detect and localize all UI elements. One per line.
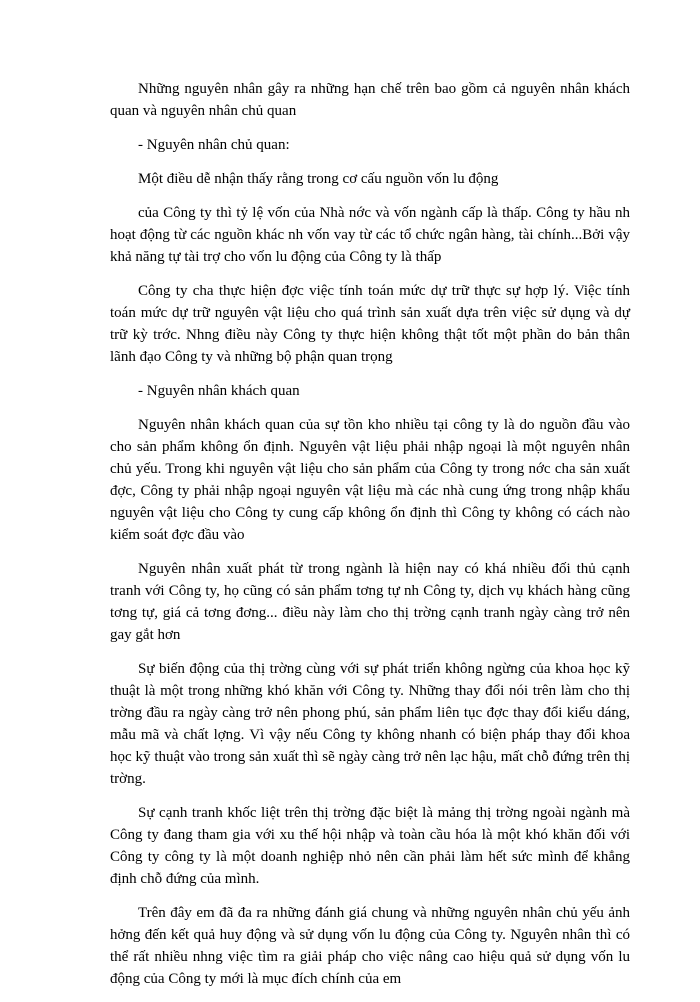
- paragraph-conclusion: Trên đây em đã đa ra những đánh giá chung và những nguyên nhân chủ yếu ảnh hởng đến kết quả huy động và sử dụng vốn lu động của Công ty. Nguyên nhân thì có thể rất nhiều nhng việc tìm ra giải pháp cho việc nâng cao hiệu quả sử dụng vốn lu động của Công ty mới là mục đích chính của em: [110, 905, 630, 987]
- paragraph-fierce-competition: Sự cạnh tranh khốc liệt trên thị trờng đặc biệt là mảng thị trờng ngoài ngành mà Công ty đang tham gia với xu thế hội nhập và toàn cầu hóa là một khó khăn đối với Công ty công ty là một doanh nghiệp nhỏ nên cần phải làm hết sức mình để khẳng định chỗ đứng của mình.: [110, 805, 630, 887]
- paragraph-state-capital: của Công ty thì tỷ lệ vốn của Nhà nớc và vốn ngành cấp là thấp. Công ty hầu nh hoạt động từ các nguồn khác nh vốn vay từ các tổ chức ngân hàng, tài chính...Bởi vậy khả năng tự tài trợ cho vốn lu động của Công ty là thấp: [110, 205, 630, 265]
- heading-subjective-causes: - Nguyên nhân chủ quan:: [138, 137, 290, 153]
- paragraph-inventory-cause: Nguyên nhân khách quan của sự tồn kho nhiều tại công ty là do nguồn đầu vào cho sản phẩm không ổn định. Nguyên vật liệu phải nhập ngoại là một nguyên nhân chủ yếu. Trong khi nguyên vật liệu cho sản phẩm của Công ty trong nớc cha sản xuất đợc, Công ty phải nhập ngoại nguyên vật liệu mà các nhà cung ứng trong nhập khẩu nguyên vật liệu cho Công ty cung cấp không ổn định thì Công ty không có cách nào kiểm soát đợc đầu vào: [110, 417, 630, 543]
- paragraph-capital-structure: Một điều dễ nhận thấy rằng trong cơ cấu nguồn vốn lu động: [138, 171, 499, 187]
- paragraph-intro: Những nguyên nhân gây ra những hạn chế trên bao gồm cả nguyên nhân khách quan và nguyên nhân chủ quan: [110, 81, 630, 119]
- document-page: [110, 78, 630, 1002]
- heading-objective-causes: - Nguyên nhân khách quan: [138, 383, 300, 399]
- paragraph-reserve-calculation: Công ty cha thực hiện đợc việc tính toán mức dự trữ thực sự hợp lý. Việc tính toán mức dự trữ nguyên vật liệu cho quá trình sản xuất dựa trên việc sử dụng và dự trữ kỳ trớc. Nhng điều này Công ty thực hiện không thật tốt một phần do bản thân lãnh đạo Công ty và những bộ phận quan trọng: [110, 283, 630, 365]
- paragraph-competition: Nguyên nhân xuất phát từ trong ngành là hiện nay có khá nhiều đối thủ cạnh tranh với Công ty, họ cũng có sản phẩm tơng tự nh Công ty, dịch vụ khách hàng cũng tơng tự, giá cả tơng đơng... điều này làm cho thị trờng cạnh tranh ngày càng trở nên gay gắt hơn: [110, 561, 630, 643]
- paragraph-market-change: Sự biến động của thị trờng cùng với sự phát triển không ngừng của khoa học kỹ thuật là một trong những khó khăn với Công ty. Những thay đổi nói trên làm cho thị trờng đầu ra ngày càng trở nên phong phú, sản phẩm liên tục đợc thay đổi kiểu dáng, mẫu mã và chất lợng. Vì vậy nếu Công ty không nhanh có biện pháp thay đổi khoa học kỹ thuật vào trong sản xuất thì sẽ ngày càng trở nên lạc hậu, mất chỗ đứng trên thị trờng.: [110, 661, 630, 787]
